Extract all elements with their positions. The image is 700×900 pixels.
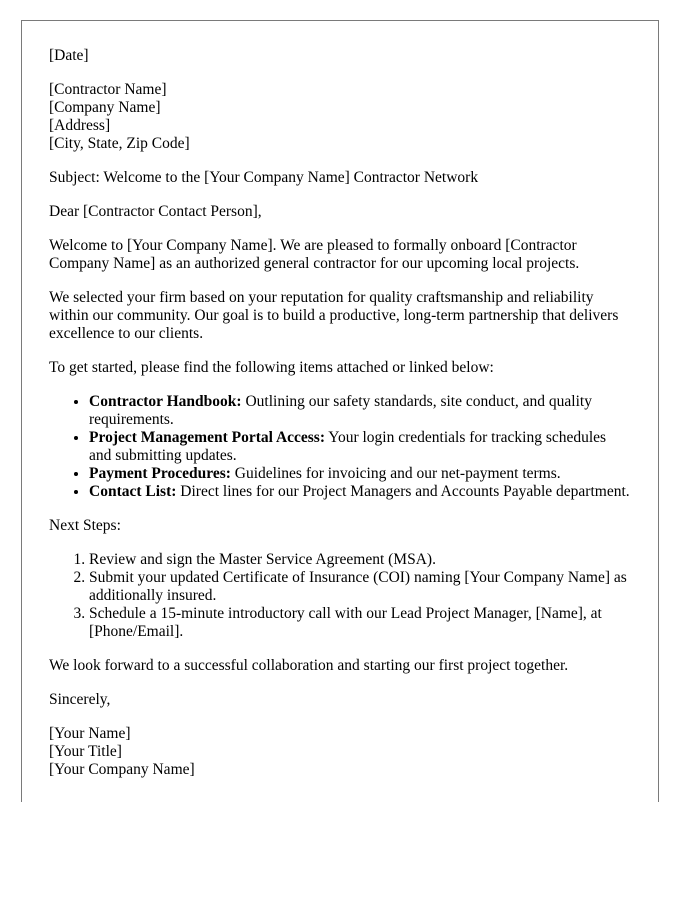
- recipient-address-block: [49, 81, 631, 153]
- letter-subject: Subject: Welcome to the [Your Company Name] Contractor Network: [49, 169, 479, 186]
- recipient-company: [Company Name]: [49, 99, 161, 116]
- list-item: [89, 465, 631, 483]
- signature-title: [Your Title]: [49, 743, 122, 760]
- next-step-item: 1. Review and sign the Master Service Agreement (MSA).: [89, 551, 631, 569]
- list-item-text: Outlining our safety standards, site conduct, and quality requirements.: [89, 393, 592, 428]
- next-step-item: 2. Submit your updated Certificate of Insurance (COI) naming [Your Company Name] as additionally insured.: [89, 569, 631, 605]
- recipient-city-state-zip: [City, State, Zip Code]: [49, 135, 190, 152]
- selection-paragraph: We selected your firm based on your reputation for quality craftsmanship and reliability within our community. Our goal is to build a productive, long-term partnership that delivers excellence to our clients.: [49, 289, 619, 342]
- signature-name: [Your Name]: [49, 725, 131, 742]
- next-steps-label: Next Steps:: [49, 517, 121, 534]
- sign-off: Sincerely,: [49, 691, 111, 708]
- signature-block: [49, 725, 631, 779]
- get-started-paragraph: To get started, please find the following items attached or linked below:: [49, 359, 494, 376]
- list-item-text: Guidelines for invoicing and our net-payment terms.: [230, 465, 561, 482]
- attached-items-list: [49, 393, 631, 501]
- letter-salutation: Dear [Contractor Contact Person],: [49, 203, 262, 220]
- list-item-text: Direct lines for our Project Managers and Accounts Payable department.: [176, 483, 630, 500]
- letter-document: [21, 20, 659, 802]
- list-item: [89, 483, 631, 501]
- list-item: [89, 393, 631, 429]
- next-step-item: 3. Schedule a 15-minute introductory call with our Lead Project Manager, [Name], at [Phone/Email].: [89, 605, 631, 641]
- next-steps-list: [49, 551, 631, 641]
- list-item-title: Payment Procedures:: [89, 465, 231, 482]
- list-item-title: Contractor Handbook:: [89, 393, 242, 410]
- closing-paragraph: We look forward to a successful collaboration and starting our first project together.: [49, 657, 569, 674]
- letter-date: [Date]: [49, 47, 89, 64]
- intro-paragraph: Welcome to [Your Company Name]. We are pleased to formally onboard [Contractor Company Name] as an authorized general contractor for our upcoming local projects.: [49, 237, 580, 272]
- list-item: [89, 429, 631, 465]
- list-item-title: Contact List:: [89, 483, 177, 500]
- recipient-address: [Address]: [49, 117, 111, 134]
- list-item-title: Project Management Portal Access:: [89, 429, 325, 446]
- signature-company: [Your Company Name]: [49, 761, 195, 778]
- recipient-name: [Contractor Name]: [49, 81, 167, 98]
- list-item-text: Your login credentials for tracking schedules and submitting updates.: [89, 429, 607, 464]
